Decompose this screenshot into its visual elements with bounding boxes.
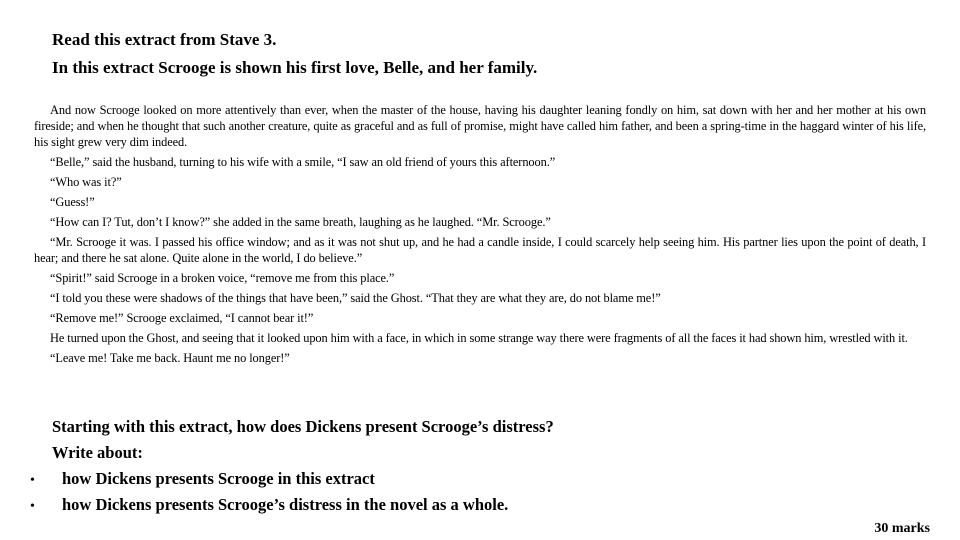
extract-paragraph: And now Scrooge looked on more attentively than ever, when the master of the house, having his daughter leaning fondly on him, sat down with her and her mother at his own fireside; and when he thought that such another creature, quite as graceful and as full of promise, might have called him father, and been a spring-time in the haggard winter of his life, his sight grew very dim indeed. bbox=[34, 103, 926, 149]
extract-paragraph: “Spirit!” said Scrooge in a broken voice, “remove me from this place.” bbox=[50, 271, 395, 285]
extract-paragraph: “Mr. Scrooge it was. I passed his office window; and as it was not shut up, and he had a candle inside, I could scarcely help seeing him. His partner lies upon the point of death, I hear; and there he sat alone. Quite alone in the world, I do believe.” bbox=[34, 235, 926, 265]
bullet-item bbox=[30, 495, 508, 517]
extract-paragraph: “Guess!” bbox=[50, 195, 95, 209]
bullet-text: how Dickens presents Scrooge’s distress in the novel as a whole. bbox=[62, 495, 509, 514]
extract-context-heading: In this extract Scrooge is shown his first love, Belle, and her family. bbox=[52, 58, 538, 77]
bullet-item bbox=[30, 469, 375, 491]
extract-paragraph: “How can I? Tut, don’t I know?” she added in the same breath, laughing as he laughed. “Mr. Scrooge.” bbox=[50, 215, 551, 229]
bullet-icon: • bbox=[30, 473, 35, 488]
extract-text bbox=[34, 102, 926, 370]
question-prompt: Starting with this extract, how does Dickens present Scrooge’s distress? bbox=[52, 417, 554, 436]
instruction-heading: Read this extract from Stave 3. bbox=[52, 30, 277, 49]
extract-paragraph: “I told you these were shadows of the things that have been,” said the Ghost. “That they are what they are, do not blame me!” bbox=[50, 291, 661, 305]
extract-paragraph: “Who was it?” bbox=[50, 175, 122, 189]
extract-paragraph: He turned upon the Ghost, and seeing that it looked upon him with a face, in which in some strange way there were fragments of all the faces it had shown him, wrestled with it. bbox=[50, 331, 908, 345]
write-about-label: Write about: bbox=[52, 443, 143, 462]
bullet-icon: • bbox=[30, 499, 35, 514]
extract-paragraph: “Remove me!” Scrooge exclaimed, “I cannot bear it!” bbox=[50, 311, 314, 325]
extract-paragraph: “Belle,” said the husband, turning to his wife with a smile, “I saw an old friend of yours this afternoon.” bbox=[50, 155, 556, 169]
marks-label: 30 marks bbox=[874, 521, 930, 536]
extract-paragraph: “Leave me! Take me back. Haunt me no longer!” bbox=[50, 351, 290, 365]
bullet-text: how Dickens presents Scrooge in this extract bbox=[62, 469, 375, 488]
